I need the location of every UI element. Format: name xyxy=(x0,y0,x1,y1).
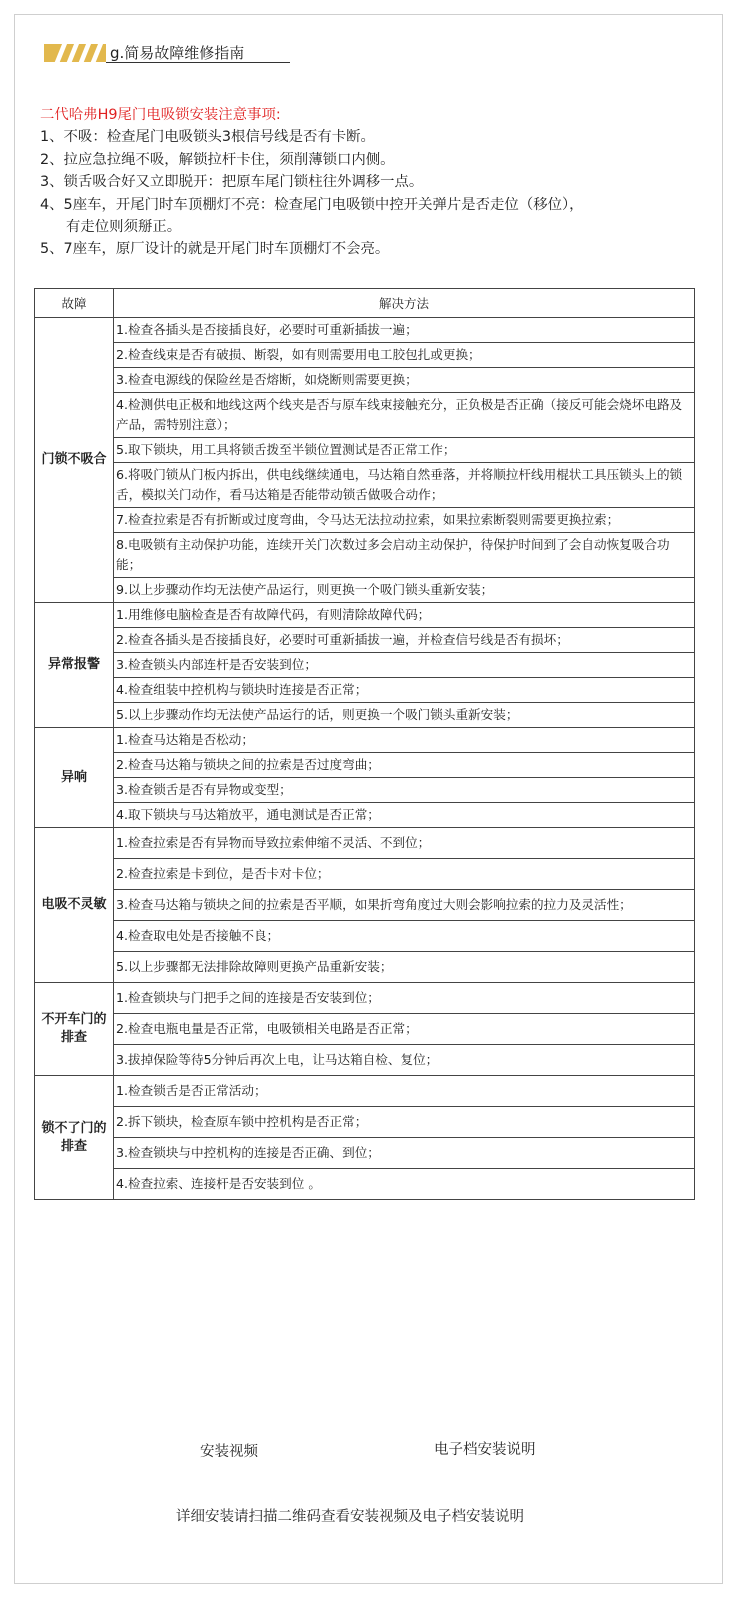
table-row xyxy=(35,678,695,703)
solution-cell: 1.检查锁块与门把手之间的连接是否安装到位； xyxy=(114,983,695,1014)
solution-cell: 4.取下锁块与马达箱放平，通电测试是否正常； xyxy=(114,803,695,828)
solution-cell: 2.检查拉索是卡到位，是否卡对卡位； xyxy=(114,859,695,890)
install-video-label: 安装视频 xyxy=(200,1444,258,1460)
section-underline xyxy=(106,62,290,63)
table-row xyxy=(35,438,695,463)
solution-cell: 3.检查锁舌是否有异物或变型； xyxy=(114,778,695,803)
solution-cell: 1.检查锁舌是否正常活动； xyxy=(114,1076,695,1107)
solution-cell: 5.以上步骤动作均无法使产品运行的话，则更换一个吸门锁头重新安装； xyxy=(114,703,695,728)
table-row xyxy=(35,728,695,753)
solution-cell: 1.用维修电脑检查是否有故障代码，有则清除故障代码； xyxy=(114,603,695,628)
table-row xyxy=(35,1045,695,1076)
table-row xyxy=(35,753,695,778)
troubleshooting-table xyxy=(34,288,695,1200)
notes-title: 二代哈弗H9尾门电吸锁安装注意事项: xyxy=(40,107,281,123)
table-row xyxy=(35,921,695,952)
scan-instruction: 详细安装请扫描二维码查看安装视频及电子档安装说明 xyxy=(176,1509,524,1525)
fault-cell: 电吸不灵敏 xyxy=(35,828,114,983)
solution-cell: 5.以上步骤都无法排除故障则更换产品重新安装； xyxy=(114,952,695,983)
solution-cell: 7.检查拉索是否有折断或过度弯曲，令马达无法拉动拉索，如果拉索断裂则需要更换拉索； xyxy=(114,508,695,533)
table-row xyxy=(35,318,695,343)
e-manual-label: 电子档安装说明 xyxy=(434,1442,536,1458)
section-title: g.简易故障维修指南 xyxy=(110,44,245,62)
solution-cell: 3.检查锁头内部连杆是否安装到位； xyxy=(114,653,695,678)
table-row xyxy=(35,1138,695,1169)
table-row xyxy=(35,778,695,803)
table-row xyxy=(35,983,695,1014)
table-row xyxy=(35,828,695,859)
solution-cell: 2.检查马达箱与锁块之间的拉索是否过度弯曲； xyxy=(114,753,695,778)
solution-cell: 2.检查电瓶电量是否正常，电吸锁相关电路是否正常； xyxy=(114,1014,695,1045)
note-item: 4、5座车，开尾门时车顶棚灯不亮：检查尾门电吸锁中控开关弹片是否走位（移位）， xyxy=(40,196,584,213)
table-row xyxy=(35,603,695,628)
solution-cell: 4.检查取电处是否接触不良； xyxy=(114,921,695,952)
table-row xyxy=(35,1076,695,1107)
note-item: 3、锁舌吸合好又立即脱开：把原车尾门锁柱往外调移一点。 xyxy=(40,174,424,191)
install-notes xyxy=(40,104,720,261)
table-row xyxy=(35,393,695,438)
solution-cell: 9.以上步骤动作均无法使产品运行，则更换一个吸门锁头重新安装； xyxy=(114,578,695,603)
solution-cell: 3.拔掉保险等待5分钟后再次上电，让马达箱自检、复位； xyxy=(114,1045,695,1076)
solution-cell: 1.检查各插头是否接插良好，必要时可重新插拔一遍； xyxy=(114,318,695,343)
header-solution: 解决方法 xyxy=(114,289,695,318)
table-row xyxy=(35,463,695,508)
note-item: 5、7座车，原厂设计的就是开尾门时车顶棚灯不会亮。 xyxy=(40,241,390,258)
table-row xyxy=(35,1169,695,1200)
solution-cell: 8.电吸锁有主动保护功能，连续开关门次数过多会启动主动保护，待保护时间到了会自动恢复吸合功能； xyxy=(114,533,695,578)
solution-cell: 5.取下锁块，用工具将锁舌拨至半锁位置测试是否正常工作； xyxy=(114,438,695,463)
table-row xyxy=(35,890,695,921)
note-item-continuation: 有走位则须掰正。 xyxy=(66,219,182,236)
header-fault: 故障 xyxy=(35,289,114,318)
fault-cell: 锁不了门的排查 xyxy=(35,1076,114,1200)
fault-cell: 异常报警 xyxy=(35,603,114,728)
table-header-row xyxy=(35,289,695,318)
table-row xyxy=(35,508,695,533)
section-header xyxy=(44,42,304,64)
header-stripes-decoration xyxy=(44,44,106,62)
table-row xyxy=(35,343,695,368)
table-row xyxy=(35,368,695,393)
solution-cell: 3.检查锁块与中控机构的连接是否正确、到位； xyxy=(114,1138,695,1169)
table-row xyxy=(35,628,695,653)
fault-cell: 门锁不吸合 xyxy=(35,318,114,603)
solution-cell: 3.检查电源线的保险丝是否熔断，如烧断则需要更换； xyxy=(114,368,695,393)
table-row xyxy=(35,703,695,728)
solution-cell: 4.检测供电正极和地线这两个线夹是否与原车线束接触充分，正负极是否正确（接反可能会烧坏电路及产品，需特别注意）； xyxy=(114,393,695,438)
fault-cell: 不开车门的排查 xyxy=(35,983,114,1076)
table-row xyxy=(35,1014,695,1045)
fault-cell: 异响 xyxy=(35,728,114,828)
table-row xyxy=(35,533,695,578)
table-row xyxy=(35,952,695,983)
solution-cell: 2.检查各插头是否接插良好，必要时可重新插拔一遍，并检查信号线是否有损坏； xyxy=(114,628,695,653)
solution-cell: 1.检查拉索是否有异物而导致拉索伸缩不灵活、不到位； xyxy=(114,828,695,859)
table-row xyxy=(35,859,695,890)
solution-cell: 2.检查线束是否有破损、断裂，如有则需要用电工胶包扎或更换； xyxy=(114,343,695,368)
solution-cell: 6.将吸门锁从门板内拆出，供电线继续通电，马达箱自然垂落，并将顺拉杆线用棍状工具压锁头上的锁舌，模拟关门动作，看马达箱是否能带动锁舌做吸合动作； xyxy=(114,463,695,508)
note-item: 2、拉应急拉绳不吸，解锁拉杆卡住，须削薄锁口内侧。 xyxy=(40,151,395,168)
solution-cell: 4.检查组装中控机构与锁块时连接是否正常； xyxy=(114,678,695,703)
note-item: 1、不吸：检查尾门电吸锁头3根信号线是否有卡断。 xyxy=(40,129,375,146)
table-row xyxy=(35,1107,695,1138)
table-row xyxy=(35,803,695,828)
table-row xyxy=(35,578,695,603)
solution-cell: 2.拆下锁块，检查原车锁中控机构是否正常； xyxy=(114,1107,695,1138)
solution-cell: 4.检查拉索、连接杆是否安装到位 。 xyxy=(114,1169,695,1200)
solution-cell: 3.检查马达箱与锁块之间的拉索是否平顺，如果折弯角度过大则会影响拉索的拉力及灵活性； xyxy=(114,890,695,921)
solution-cell: 1.检查马达箱是否松动； xyxy=(114,728,695,753)
table-row xyxy=(35,653,695,678)
